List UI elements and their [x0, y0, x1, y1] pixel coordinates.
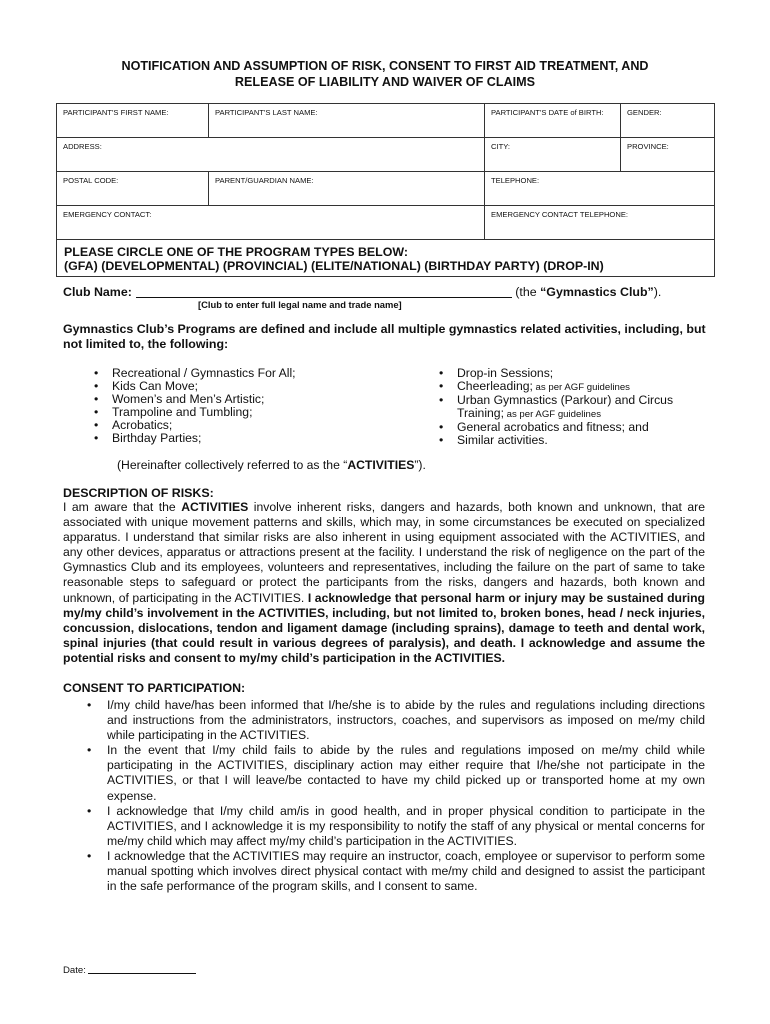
gender-field[interactable]: GENDER:: [621, 104, 715, 138]
list-item: • Drop-in Sessions;: [433, 367, 713, 380]
province-field[interactable]: PROVINCE:: [621, 138, 715, 172]
dob-field[interactable]: PARTICIPANT'S DATE of BIRTH:: [485, 104, 621, 138]
club-name-label: Club Name:: [63, 285, 132, 299]
title-line-1: NOTIFICATION AND ASSUMPTION OF RISK, CONSENT TO FIRST AID TREATMENT, AND: [121, 59, 649, 73]
list-item: • I/my child have/has been informed that I/he/she is to abide by the rules and regulations including directions and instructions from the administrators, instructors, coaches, and supervisors as imposed on me/my child while participating in the ACTIVITIES.: [63, 698, 705, 743]
participant-info-table: [56, 103, 715, 277]
emergency-contact-field[interactable]: EMERGENCY CONTACT:: [57, 206, 485, 240]
programs-list-right: [433, 367, 713, 447]
program-option-elite-national[interactable]: (ELITE/NATIONAL): [310, 259, 421, 273]
title-line-2: RELEASE OF LIABILITY AND WAIVER OF CLAIMS: [234, 75, 536, 89]
consent-heading: CONSENT TO PARTICIPATION:: [63, 681, 246, 695]
postal-code-field[interactable]: POSTAL CODE:: [57, 172, 209, 206]
program-option-developmental[interactable]: (DEVELOPMENTAL): [101, 259, 220, 273]
list-item: • I acknowledge that the ACTIVITIES may require an instructor, coach, employee or supervisor to perform some manual spotting which involves direct physical contact with me/my child and designed to assist the participant in the safe performance of the program skills, and I consent to same.: [63, 849, 705, 894]
program-option-gfa[interactable]: (GFA): [64, 259, 98, 273]
program-option-drop-in[interactable]: (DROP-IN): [543, 259, 604, 273]
first-name-field[interactable]: PARTICIPANT'S FIRST NAME:: [57, 104, 209, 138]
programs-intro: Gymnastics Club’s Programs are defined and include all multiple gymnastics related activities, including, but not limited to, the following:: [63, 322, 706, 351]
list-item: • Trampoline and Tumbling;: [88, 406, 388, 419]
risks-paragraph: I am aware that the ACTIVITIES involve inherent risks, dangers and hazards, both known and unknown, that are associated with unique movement patterns and skills, which may, in some circumstances be executed on specialized apparatus. I understand that similar risks are also inherent in using equipment associated with the ACTIVITIES, and any other devices, apparatus or attractions present at the facility. I understand the risk of negligence on the part of the Gymnastics Club and its employees, volunteers and representatives, including the failure on the part of same to take reasonable steps to safeguard or protect the participants from the risks, dangers and hazards, both known and unknown, of participating in the ACTIVITIES. I acknowledge that personal harm or injury may be sustained during my/my child’s involvement in the ACTIVITIES, including, but not limited to, broken bones, head / neck injuries, concussion, dislocations, tendon and ligament damage (including sprains), damage to teeth and dental work, spinal injuries (that could result in various degrees of paralysis), and death. I acknowledge and assume the potential risks and consent to my/my child’s participation in the ACTIVITIES.: [63, 500, 705, 665]
list-item: • Birthday Parties;: [88, 432, 388, 445]
guardian-name-field[interactable]: PARENT/GUARDIAN NAME:: [209, 172, 485, 206]
risks-heading: DESCRIPTION OF RISKS:: [63, 486, 214, 500]
programs-list-left: [88, 367, 388, 445]
list-item: • Recreational / Gymnastics For All;: [88, 367, 388, 380]
activities-definition: (Hereinafter collectively referred to as the “ACTIVITIES”).: [117, 458, 426, 472]
list-item: • Women’s and Men’s Artistic;: [88, 393, 388, 406]
club-name-suffix: (the “Gymnastics Club”).: [511, 285, 662, 299]
list-item: • Acrobatics;: [88, 419, 388, 432]
date-line: [63, 964, 196, 976]
list-item: • Cheerleading; as per AGF guidelines: [433, 380, 713, 394]
list-item: • Similar activities.: [433, 434, 713, 447]
club-name-line: [63, 285, 661, 299]
emergency-telephone-field[interactable]: EMERGENCY CONTACT TELEPHONE:: [485, 206, 715, 240]
list-item: • In the event that I/my child fails to abide by the rules and regulations imposed on me/my child while participating in the ACTIVITIES, disciplinary action may either require that I/he/she not participate in the ACTIVITIES, or that I will leave/be contacted to have my child picked up or transported home at my own expense.: [63, 743, 705, 803]
list-item: • I acknowledge that I/my child am/is in good health, and in proper physical condition to participate in the ACTIVITIES, and I acknowledge it is my responsibility to notify the staff of any physical or mental concerns for me/my child which may affect my/my child’s participation in the ACTIVITIES.: [63, 804, 705, 849]
program-type-instruction: PLEASE CIRCLE ONE OF THE PROGRAM TYPES BELOW:: [64, 245, 408, 259]
telephone-field[interactable]: TELEPHONE:: [485, 172, 715, 206]
city-field[interactable]: CITY:: [485, 138, 621, 172]
document-title: [60, 58, 710, 90]
date-blank[interactable]: [88, 964, 196, 974]
last-name-field[interactable]: PARTICIPANT'S LAST NAME:: [209, 104, 485, 138]
program-option-birthday-party[interactable]: (BIRTHDAY PARTY): [424, 259, 540, 273]
consent-list: [63, 698, 705, 894]
list-item: • Urban Gymnastics (Parkour) and Circus Training; as per AGF guidelines: [433, 394, 713, 421]
program-option-provincial[interactable]: (PROVINCIAL): [222, 259, 308, 273]
club-name-blank[interactable]: [136, 285, 512, 298]
date-label: Date:: [63, 965, 86, 976]
list-item: • General acrobatics and fitness; and: [433, 421, 713, 434]
list-item: • Kids Can Move;: [88, 380, 388, 393]
club-name-note: [Club to enter full legal name and trade name]: [198, 299, 402, 310]
program-type-options: [64, 259, 707, 273]
address-field[interactable]: ADDRESS:: [57, 138, 485, 172]
program-type-selector: [57, 240, 715, 277]
